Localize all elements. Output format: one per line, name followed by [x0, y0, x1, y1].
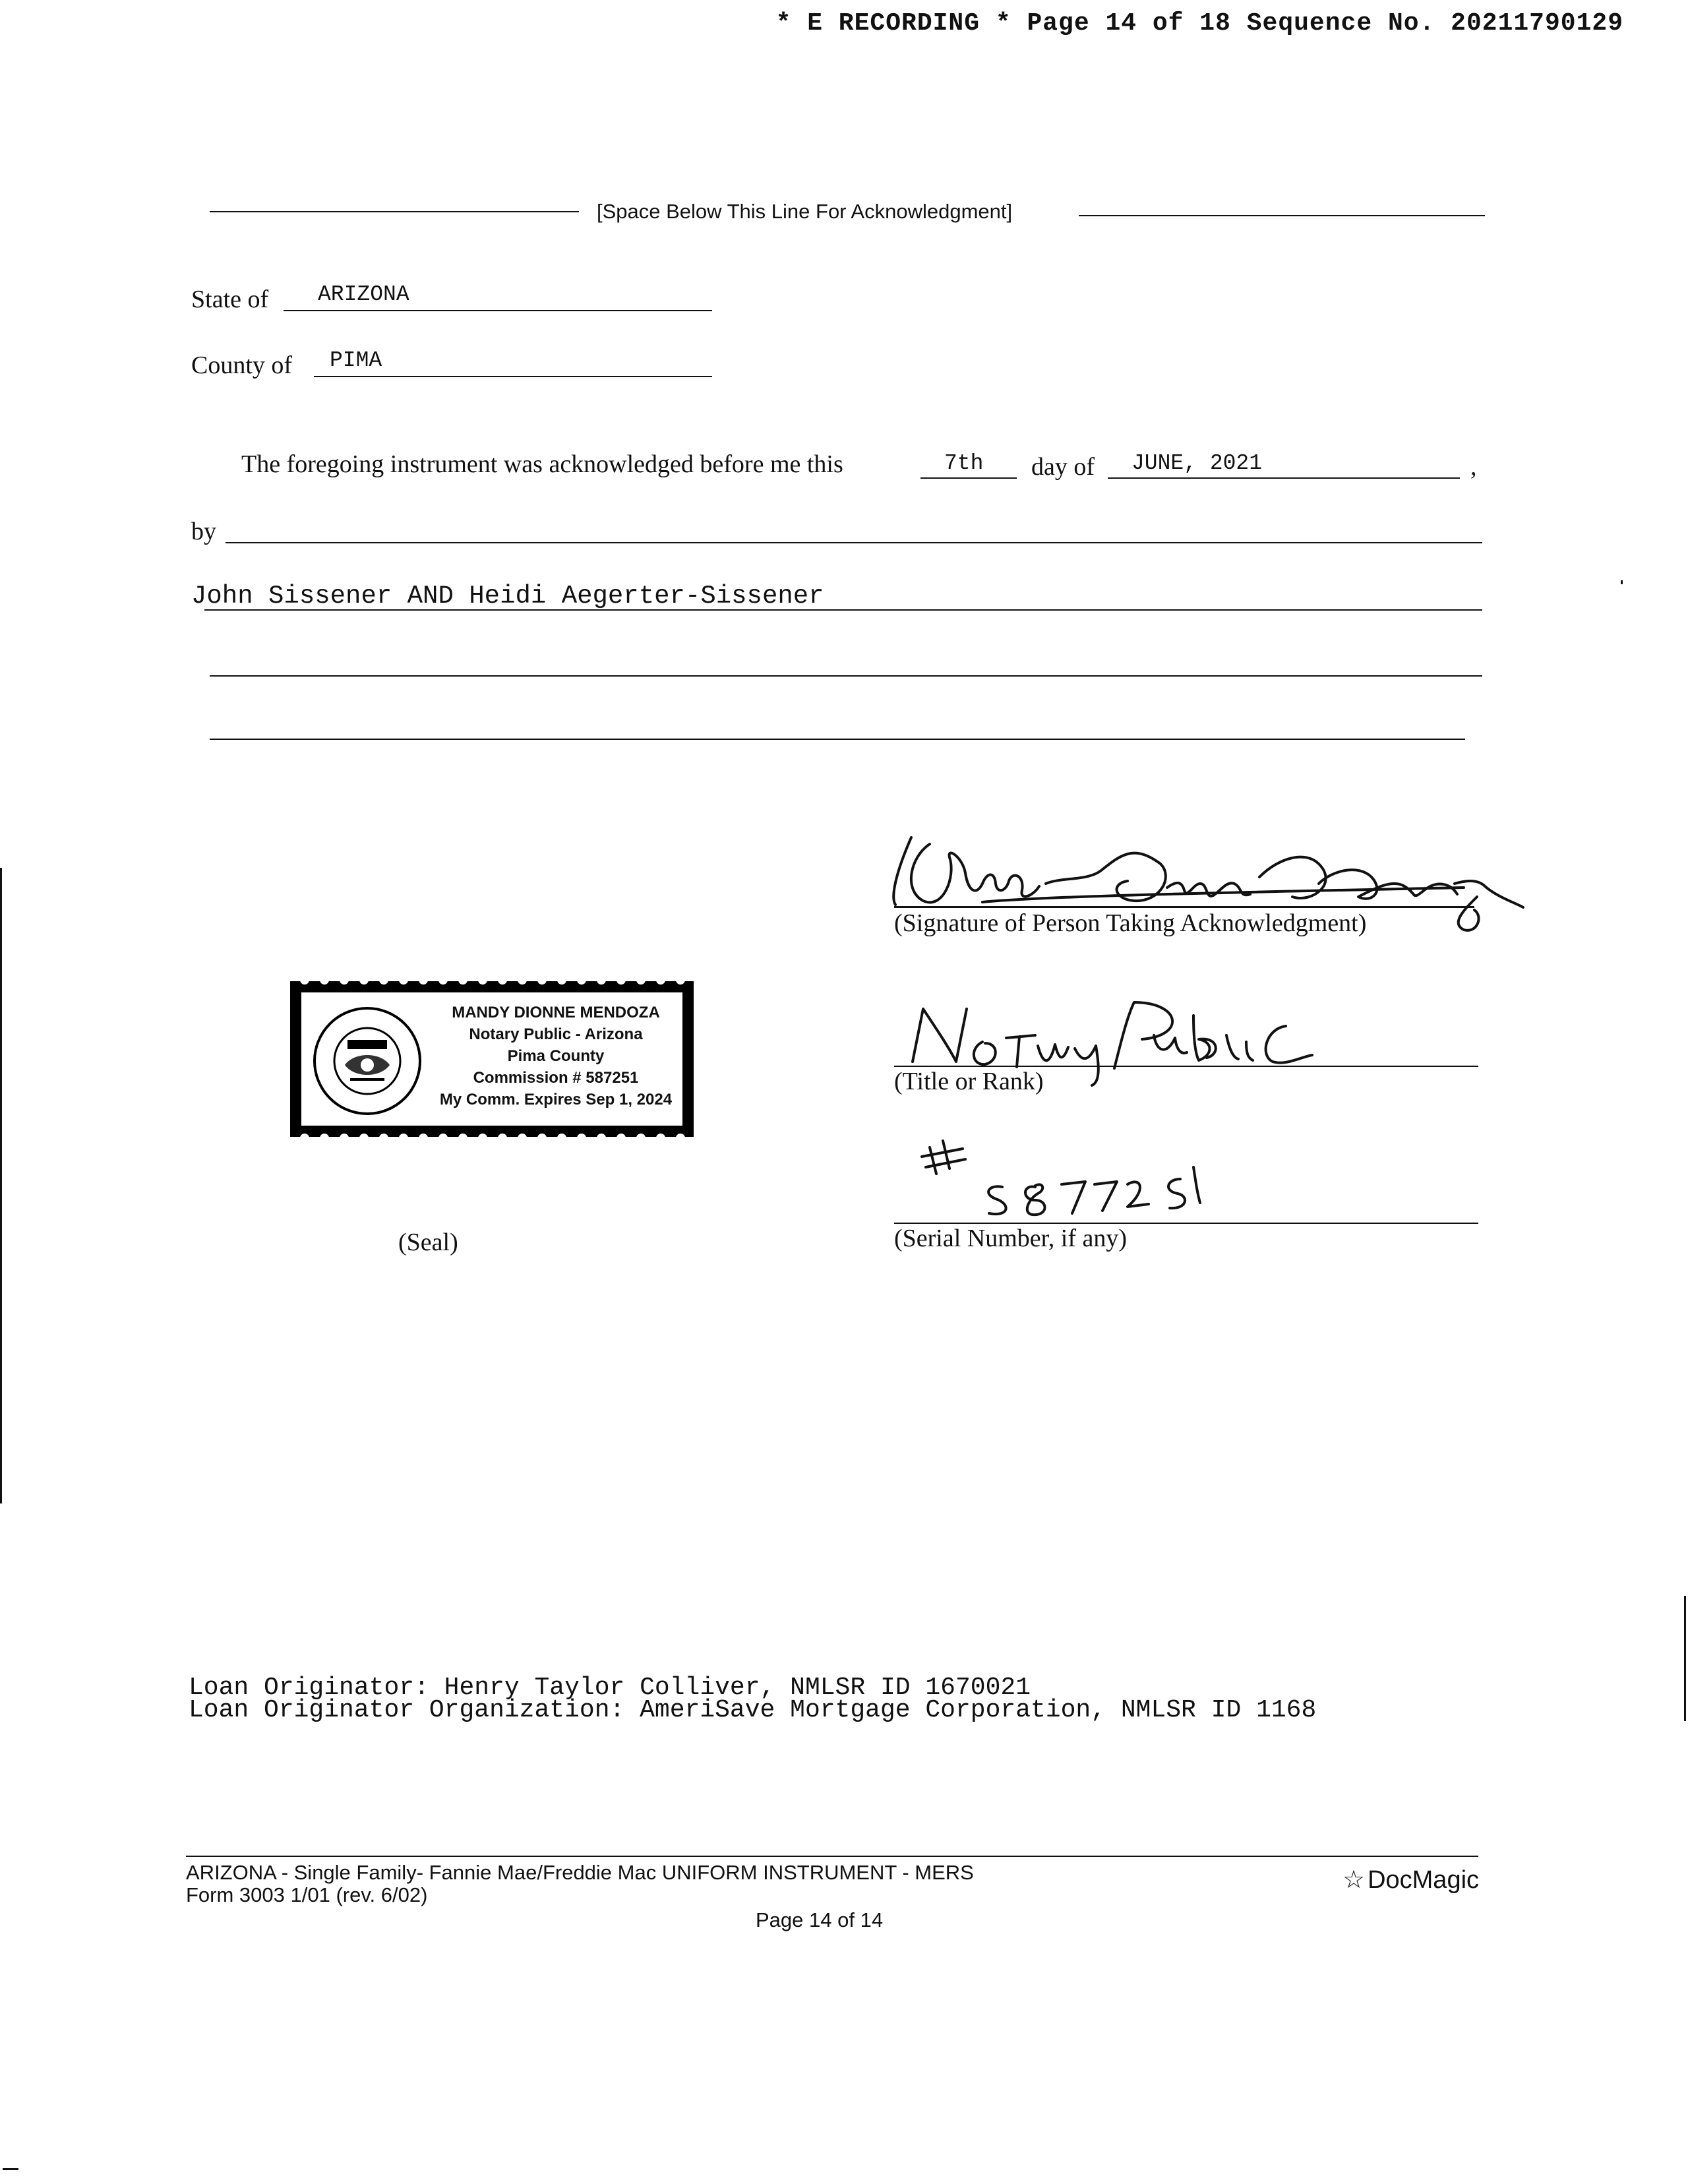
scan-margin-mark [1684, 1596, 1686, 1721]
day-underline [920, 477, 1017, 479]
footer-rule [186, 1856, 1478, 1857]
seal-line-name: MANDY DIONNE MENDOZA [452, 1004, 660, 1021]
state-value: ARIZONA [318, 282, 409, 307]
county-value: PIMA [330, 348, 382, 373]
scan-margin-mark [3, 2168, 18, 2170]
sentence-comma: , [1470, 453, 1477, 481]
month-underline [1108, 477, 1460, 479]
day-of-text: day of [1031, 453, 1095, 481]
docmagic-logo [1342, 1865, 1479, 1895]
blank-line [210, 739, 1465, 740]
notary-seal-stamp [285, 976, 699, 1142]
seal-inner-box [297, 988, 687, 1130]
title-caption: (Title or Rank) [894, 1068, 1044, 1095]
seal-line-county: Pima County [507, 1047, 605, 1065]
county-underline [314, 376, 712, 377]
seal-line-expires: My Comm. Expires Sep 1, 2024 [439, 1091, 673, 1108]
ack-divider-right [1079, 215, 1485, 216]
ack-divider-left [210, 211, 579, 212]
docmagic-brand: DocMagic [1368, 1866, 1480, 1894]
star-outline-icon: ☆ [1342, 1866, 1366, 1894]
by-underline [226, 542, 1482, 543]
acknowledged-names: John Sissener AND Heidi Aegerter-Sissener [191, 582, 824, 611]
footer-page-number: Page 14 of 14 [756, 1908, 884, 1931]
seal-line-commission: Commission # 587251 [473, 1069, 639, 1087]
state-underline [284, 310, 712, 311]
handwritten-serial [917, 1121, 1207, 1220]
county-label: County of [191, 351, 293, 379]
footer-form-title: ARIZONA - Single Family- Fannie Mae/Freddie Mac UNIFORM INSTRUMENT - MERS [186, 1861, 974, 1884]
state-label: State of [191, 286, 269, 313]
seal-line-title: Notary Public - Arizona [469, 1025, 643, 1043]
seal-caption: (Seal) [398, 1228, 458, 1256]
seal-text-block [427, 1002, 685, 1110]
signature-caption: (Signature of Person Taking Acknowledgment) [894, 909, 1367, 937]
foregoing-text: The foregoing instrument was acknowledged before me this [241, 450, 843, 478]
month-value: JUNE, 2021 [1131, 451, 1263, 475]
blank-line [210, 675, 1482, 677]
names-underline [204, 609, 1482, 611]
recording-header: * E RECORDING * Page 14 of 18 Sequence No. 20211790129 [775, 9, 1623, 38]
loan-originator: Loan Originator: Henry Taylor Colliver, NMLSR ID 1670021 [189, 1674, 1031, 1702]
scan-margin-mark [0, 868, 2, 1503]
acknowledgment-caption: [Space Below This Line For Acknowledgment] [597, 200, 1013, 223]
signature-underline [894, 906, 1474, 908]
loan-originator-organization: Loan Originator Organization: AmeriSave Mortgage Corporation, NMLSR ID 1168 [189, 1696, 1317, 1724]
footer-form-number: Form 3003 1/01 (rev. 6/02) [186, 1883, 428, 1906]
serial-caption: (Serial Number, if any) [894, 1225, 1128, 1252]
by-label: by [191, 518, 216, 545]
state-seal-emblem [308, 1002, 427, 1120]
day-value: 7th [944, 451, 984, 475]
scan-speck [1621, 580, 1623, 584]
